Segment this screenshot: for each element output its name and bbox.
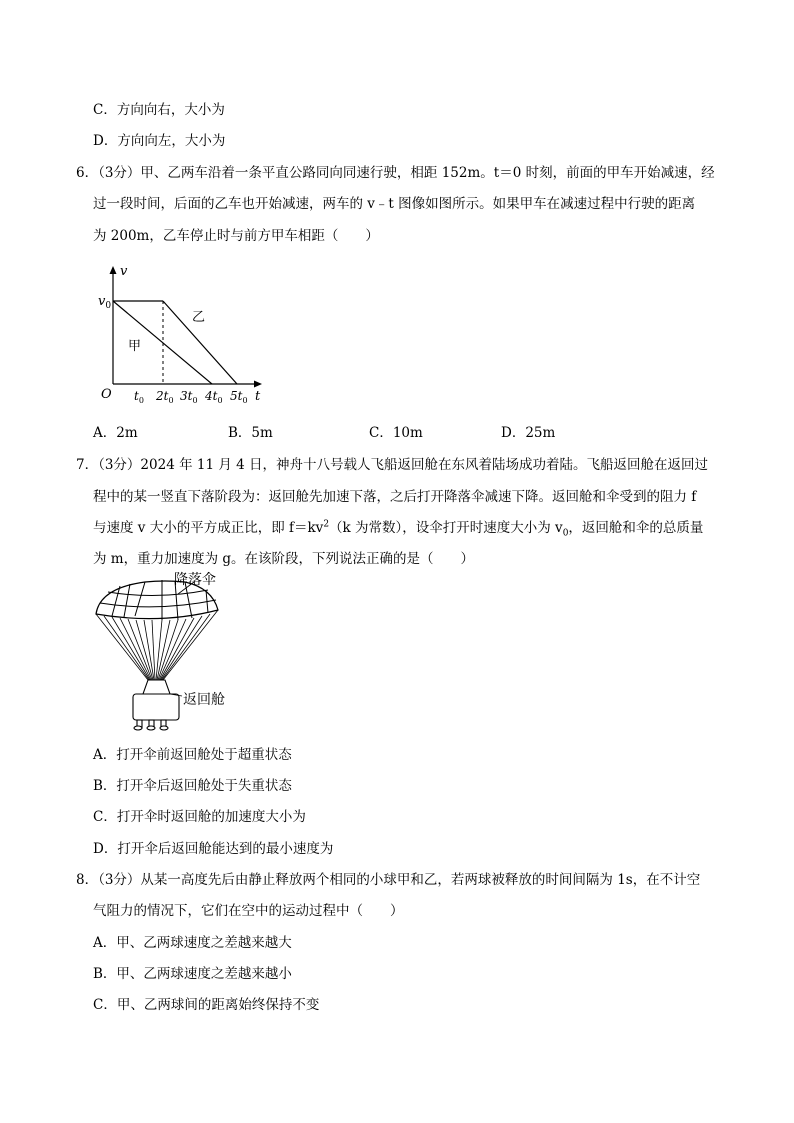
q7-option-d[interactable]: D．打开伞后返回舱能达到的最小速度为 — [93, 841, 334, 857]
vt-graph — [98, 258, 268, 410]
parachute-label: 降落伞 — [174, 572, 216, 588]
q8-option-a[interactable]: A．甲、乙两球速度之差越来越大 — [93, 935, 292, 951]
q7-stem-line2: 程中的某一竖直下落阶段为：返回舱先加速下落，之后打开降落伞减速下降。返回舱和伞受到的阻力 f — [93, 489, 697, 505]
q8-option-c[interactable]: C．甲、乙两球间的距离始终保持不变 — [93, 997, 320, 1013]
yi-label: 乙 — [192, 310, 206, 325]
tick-5t0: $5t_0$ — [230, 389, 248, 405]
q6-option-a[interactable]: A．2m — [93, 425, 138, 441]
capsule-label: 返回舱 — [183, 692, 225, 708]
q6-option-c[interactable]: C．10m — [369, 425, 423, 441]
t-axis-arrow-icon — [254, 381, 262, 388]
parachute-figure — [90, 570, 270, 736]
v-axis-label: v — [120, 264, 128, 279]
return-capsule-icon — [133, 680, 179, 730]
q6-stem-line2: 过一段时间，后面的乙车也开始减速，两车的 v﹣t 图像如图所示。如果甲车在减速过程中行驶的距离 — [93, 196, 696, 212]
tick-t0: $t_0$ — [134, 389, 144, 405]
q7-option-c[interactable]: C．打开伞时返回舱的加速度大小为 — [93, 809, 306, 825]
q7-stem-line4: 为 m，重力加速度为 g。在该阶段，下列说法正确的是（ ） — [93, 551, 475, 567]
suspension-lines — [96, 610, 218, 680]
q7-stem-line3: 与速度 v 大小的平方成正比，即 $f=kv^2(k$ 为常数），设伞打开时速度大小为 $v_0$，返回舱和伞的总质量 — [93, 519, 704, 539]
q6-option-d[interactable]: D．25m — [501, 425, 556, 441]
q7-stem-line1: 7．（3分）2024 年 11 月 4 日，神舟十八号载人飞船返回舱在东风着陆场成功着陆。飞船返回舱在返回过 — [76, 457, 709, 473]
q6-stem-line1: 6．（3分）甲、乙两车沿着一条平直公路同向同速行驶，相距 152m。t＝0 时刻，前面的甲车开始减速，经 — [76, 165, 715, 181]
jia-label: 甲 — [128, 339, 142, 354]
v0-label: $v_0$ — [98, 294, 112, 311]
v-axis-arrow-icon — [110, 266, 117, 274]
q8-option-b[interactable]: B．甲、乙两球速度之差越来越小 — [93, 966, 292, 982]
q6-option-b[interactable]: B．5m — [228, 425, 273, 441]
q8-stem-line1: 8．（3分）从某一高度先后由静止释放两个相同的小球甲和乙，若两球被释放的时间间隔为 1s，在不计空 — [76, 872, 701, 888]
origin-label: O — [101, 387, 112, 402]
q6-stem-line3: 为 200m，乙车停止时与前方甲车相距（ ） — [93, 228, 379, 244]
q8-stem-line2: 气阻力的情况下，它们在空中的运动过程中（ ） — [93, 903, 404, 919]
q7-option-b[interactable]: B．打开伞后返回舱处于失重状态 — [93, 778, 292, 794]
tick-4t0: $4t_0$ — [205, 389, 223, 405]
tick-3t0: $3t_0$ — [180, 389, 198, 405]
option-c-prev: C．方向向右，大小为 — [93, 102, 225, 118]
t-axis-label: t — [255, 389, 261, 404]
option-d-prev: D．方向向左，大小为 — [93, 133, 226, 149]
tick-2t0: $2t_0$ — [156, 389, 174, 405]
q7-option-a[interactable]: A．打开伞前返回舱处于超重状态 — [93, 747, 292, 763]
